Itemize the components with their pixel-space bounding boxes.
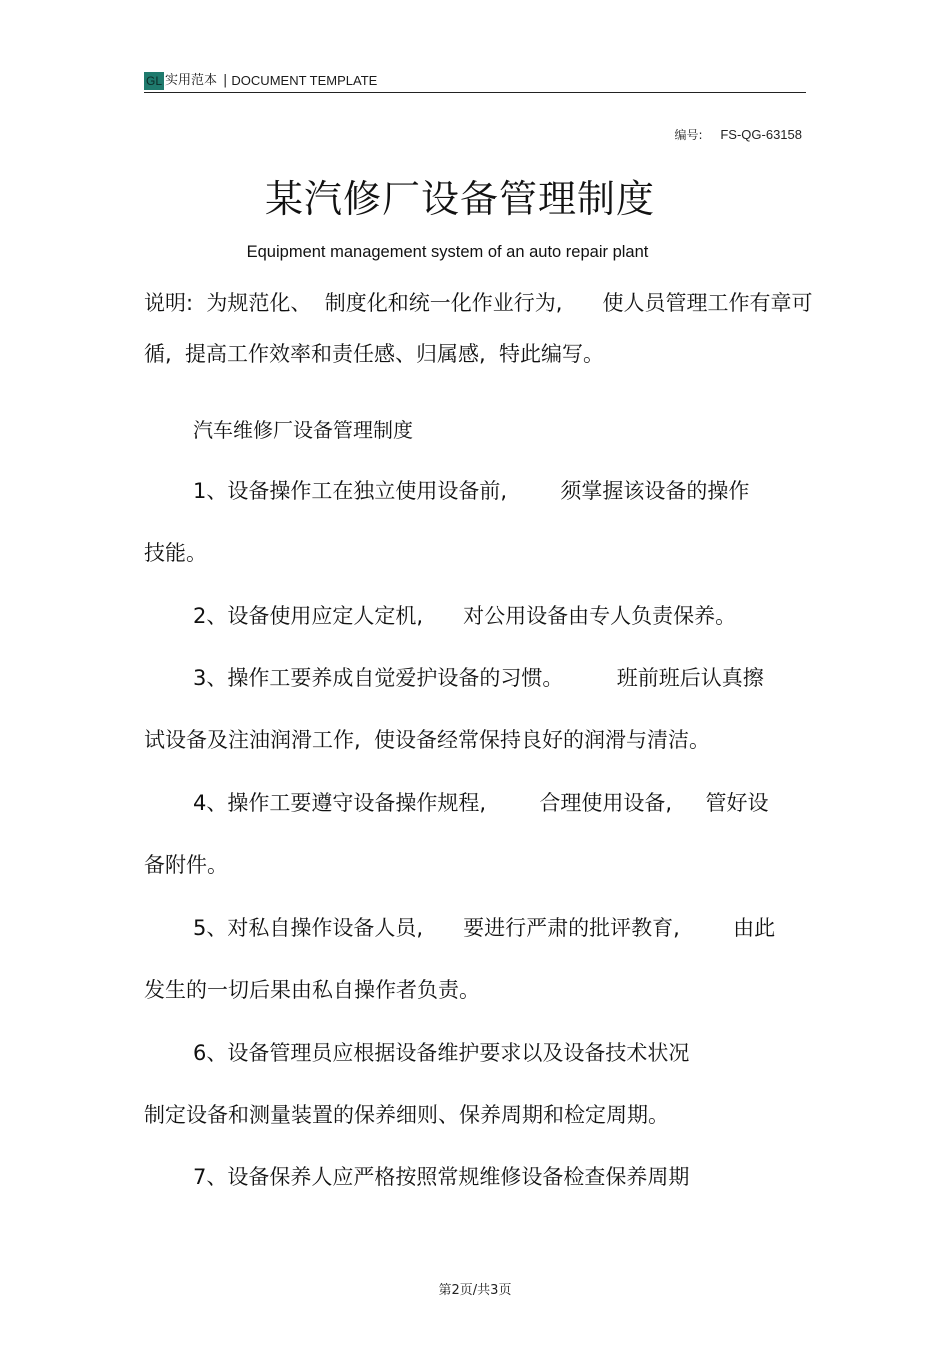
header-separator: | xyxy=(223,73,228,88)
document-number-label: 编号: xyxy=(674,128,703,142)
body-line: 2、设备使用应定人定机, 对公用设备由专人负责保养。 xyxy=(193,604,737,628)
body-line: 备附件。 xyxy=(144,853,228,877)
body-line: 3、操作工要养成自觉爱护设备的习惯。 班前班后认真擦 xyxy=(193,666,764,690)
body-line: 6、设备管理员应根据设备维护要求以及设备技术状况 xyxy=(193,1041,690,1065)
document-number-value: FS-QG-63158 xyxy=(720,127,802,142)
header-subtitle: DOCUMENT TEMPLATE xyxy=(231,73,378,88)
body-line: 制定设备和测量装置的保养细则、保养周期和检定周期。 xyxy=(144,1103,669,1127)
body-line: 1、设备操作工在独立使用设备前, 须掌握该设备的操作 xyxy=(193,479,750,503)
section-heading: 汽车维修厂设备管理制度 xyxy=(193,418,413,442)
document-title: 某汽修厂设备管理制度 xyxy=(264,177,655,221)
body-line: 7、设备保养人应严格按照常规维修设备检查保养周期 xyxy=(193,1165,690,1189)
body-line: 循, 提高工作效率和责任感、归属感, 特此编写。 xyxy=(144,342,605,366)
body-line: 技能。 xyxy=(144,541,207,565)
body-line: 4、操作工要遵守设备操作规程, 合理使用设备, 管好设 xyxy=(193,791,769,815)
body-line: 5、对私自操作设备人员, 要进行严肃的批评教育, 由此 xyxy=(193,916,776,940)
document-number xyxy=(674,126,802,143)
page-header xyxy=(144,70,806,93)
body-line: 说明: 为规范化、 制度化和统一化作业行为, 使人员管理工作有章可 xyxy=(144,291,813,315)
page-footer: 第2页/共3页 xyxy=(438,1283,512,1298)
body-line: 试设备及注油润滑工作, 使设备经常保持良好的润滑与清洁。 xyxy=(144,728,711,752)
header-brand: 实用范本 xyxy=(165,73,218,88)
document-subtitle-en: Equipment management system of an auto repair plant xyxy=(246,243,649,261)
body-line: 发生的一切后果由私自操作者负责。 xyxy=(144,978,480,1002)
logo-badge: GL xyxy=(146,74,163,88)
